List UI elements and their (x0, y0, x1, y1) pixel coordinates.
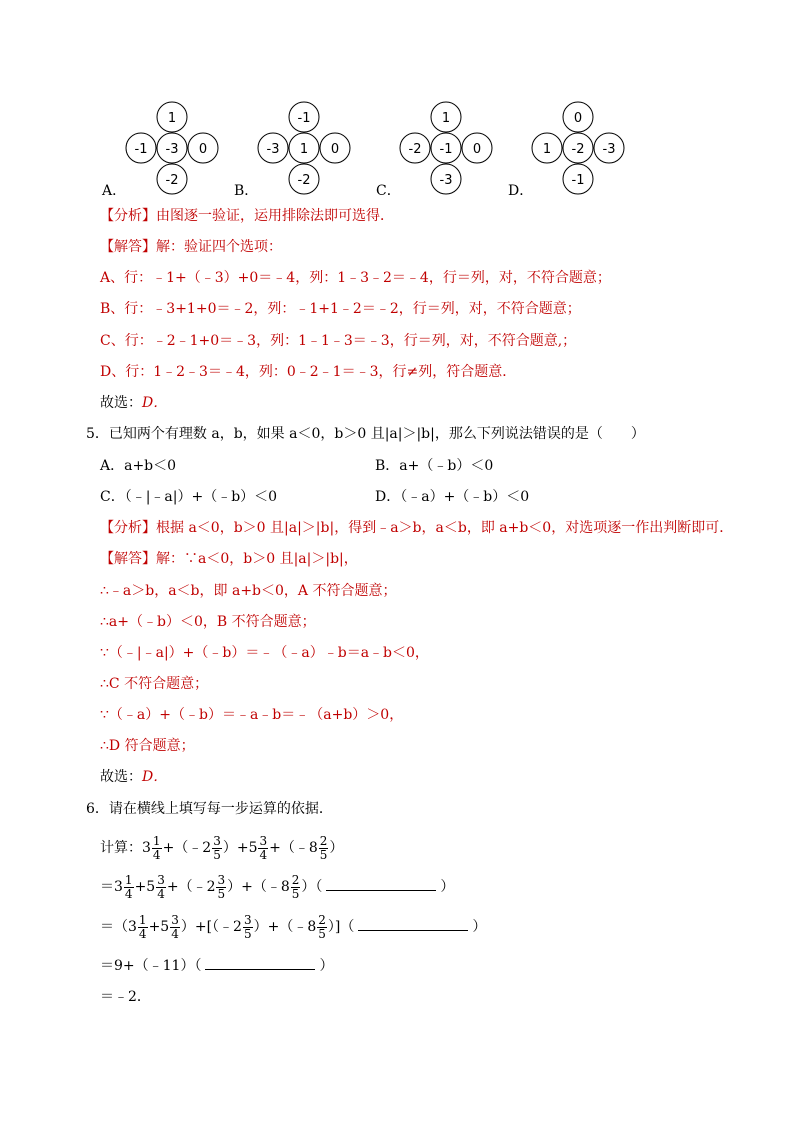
q6-calc-line: 计算：3 $\frac{1}{4}$ +（﹣2 $\frac{3}{5}$ ）+5 $\frac{3}{4}$ +（﹣8 $\frac{2}{5}$ ） (100, 833, 344, 862)
fraction: $\frac{3}{4}$ (171, 912, 179, 941)
analysis-text: 根据 a＜0，b＞0 且|a|＞|b|，得到﹣a＞b，a＜b，即 a+b＜0，对选项逐一作出判断即可． (156, 520, 734, 536)
fraction: $\frac{3}{5}$ (213, 833, 221, 862)
figure-number-right: 0 (472, 142, 482, 157)
q6-step2: ＝（3 $\frac{1}{4}$ +5 $\frac{3}{4}$ ）+[（﹣2 $\frac{3}{5}$ ）+（﹣8 $\frac{2}{5}$ ）]（ ） (100, 912, 487, 941)
figure-number-left: -3 (266, 142, 280, 157)
fraction: $\frac{3}{4}$ (157, 872, 165, 901)
q6-step1: ＝3 $\frac{1}{4}$ +5 $\frac{3}{4}$ +（﹣2 $\frac{3}{5}$ ）+（﹣8 $\frac{2}{5}$ ）（ ） (100, 872, 455, 901)
figure-number-bottom: -2 (165, 173, 179, 188)
fraction: $\frac{1}{4}$ (152, 833, 161, 862)
figure-number-bottom: -3 (439, 173, 453, 188)
fraction: $\frac{2}{5}$ (291, 872, 300, 901)
analysis-tag: 【分析】 (100, 208, 156, 224)
q6-result: ＝﹣2． (100, 989, 151, 1005)
figure-number-top: -1 (297, 111, 311, 126)
figure-label-b: B． (234, 183, 259, 199)
answer-blank-2[interactable] (358, 918, 468, 931)
figure-number-center: 1 (299, 142, 309, 157)
fraction: $\frac{3}{4}$ (259, 833, 268, 862)
figure-label-d: D． (508, 183, 534, 199)
choice-prefix: 故选： (100, 395, 142, 411)
figure-number-bottom: -2 (297, 173, 311, 188)
fraction: $\frac{3}{5}$ (217, 872, 226, 901)
q5-option-d: D．（﹣a）+（﹣b）＜0 (375, 489, 530, 505)
answer-intro: 解：∵a＜0，b＞0 且|a|＞|b|， (156, 551, 358, 567)
circle-figures (0, 0, 794, 200)
figure-number-top: 1 (441, 111, 451, 126)
figure-number-center: -2 (571, 142, 585, 157)
fraction: $\frac{3}{5}$ (243, 912, 252, 941)
answer-blank-1[interactable] (326, 878, 436, 891)
q5-option-c: C．（﹣|﹣a|）+（﹣b）＜0 (100, 489, 278, 505)
figure-number-left: -2 (408, 142, 422, 157)
answer-tag: 【解答】 (100, 239, 156, 255)
q5-line-2: ∴a+（﹣b）＜0，B 不符合题意； (100, 614, 316, 630)
calc-label: 计算：3 (100, 840, 151, 856)
q5-answer (100, 550, 358, 568)
choice-prefix: 故选： (100, 769, 142, 785)
q5-line-5: ∵（﹣a）+（﹣b）＝﹣a﹣b＝﹣（a+b）＞0， (100, 707, 404, 723)
fraction: $\frac{1}{4}$ (124, 872, 133, 901)
q5-stem: 5．已知两个有理数 a，b，如果 a＜0，b＞0 且|a|＞|b|，那么下列说法错误的是（ ） (86, 426, 645, 442)
figure-number-top: 1 (167, 111, 177, 126)
q5-line-6: ∴D 符合题意； (100, 738, 195, 754)
answer-intro: 解：验证四个选项： (156, 239, 282, 255)
figure-number-center: -1 (439, 142, 453, 157)
fraction: $\frac{2}{5}$ (319, 833, 328, 862)
q4-line-b: B、行：﹣3+1+0＝﹣2，列：﹣1+1﹣2＝﹣2，行＝列，对，不符合题意； (100, 301, 581, 317)
q6-stem: 6．请在横线上填写每一步运算的依据． (86, 801, 333, 817)
q4-answer (100, 238, 282, 256)
figure-number-right: -3 (602, 142, 616, 157)
q5-option-a: A．a+b＜0 (100, 458, 177, 474)
q4-line-c: C、行：﹣2﹣1+0＝﹣3，列：1﹣1﹣3＝﹣3，行＝列，对，不符合题意,； (100, 333, 577, 349)
figure-label-a: A． (102, 183, 127, 199)
figure-number-right: 0 (198, 142, 208, 157)
q5-option-b: B．a+（﹣b）＜0 (375, 458, 494, 474)
fraction: $\frac{2}{5}$ (318, 912, 326, 941)
analysis-text: 由图逐一验证，运用排除法即可选得． (156, 208, 394, 224)
choice-value: D． (142, 769, 168, 785)
answer-blank-3[interactable] (205, 957, 315, 970)
q5-analysis (100, 519, 733, 537)
q4-line-d: D、行：1﹣2﹣3＝﹣4，列：0﹣2﹣1＝﹣3，行≠列，符合题意． (100, 364, 517, 380)
figure-number-center: -3 (165, 142, 179, 157)
q4-choice (100, 394, 167, 412)
figure-number-top: 0 (573, 111, 583, 126)
q4-line-a: A、行：﹣1+（﹣3）+0＝﹣4，列：1﹣3﹣2＝﹣4，行＝列，对，不符合题意； (100, 270, 611, 286)
q5-line-1: ∴﹣a＞b，a＜b，即 a+b＜0，A 不符合题意； (100, 583, 397, 599)
figure-number-right: 0 (330, 142, 340, 157)
answer-tag: 【解答】 (100, 551, 156, 567)
figure-number-left: 1 (542, 142, 552, 157)
figure-number-left: -1 (134, 142, 148, 157)
q5-line-3: ∵（﹣|﹣a|）+（﹣b）＝﹣（﹣a）﹣b＝a﹣b＜0， (100, 645, 429, 661)
choice-value: D． (142, 395, 168, 411)
analysis-tag: 【分析】 (100, 520, 156, 536)
q5-line-4: ∴C 不符合题意； (100, 676, 209, 692)
q6-step3: ＝9+（﹣11）（ ） (100, 958, 334, 974)
step3-text: ＝9+（﹣11）（ (100, 958, 202, 974)
figure-label-c: C． (376, 183, 401, 199)
fraction: $\frac{1}{4}$ (138, 912, 147, 941)
q4-analysis (100, 207, 394, 225)
q5-choice (100, 768, 167, 786)
figure-number-bottom: -1 (571, 173, 585, 188)
